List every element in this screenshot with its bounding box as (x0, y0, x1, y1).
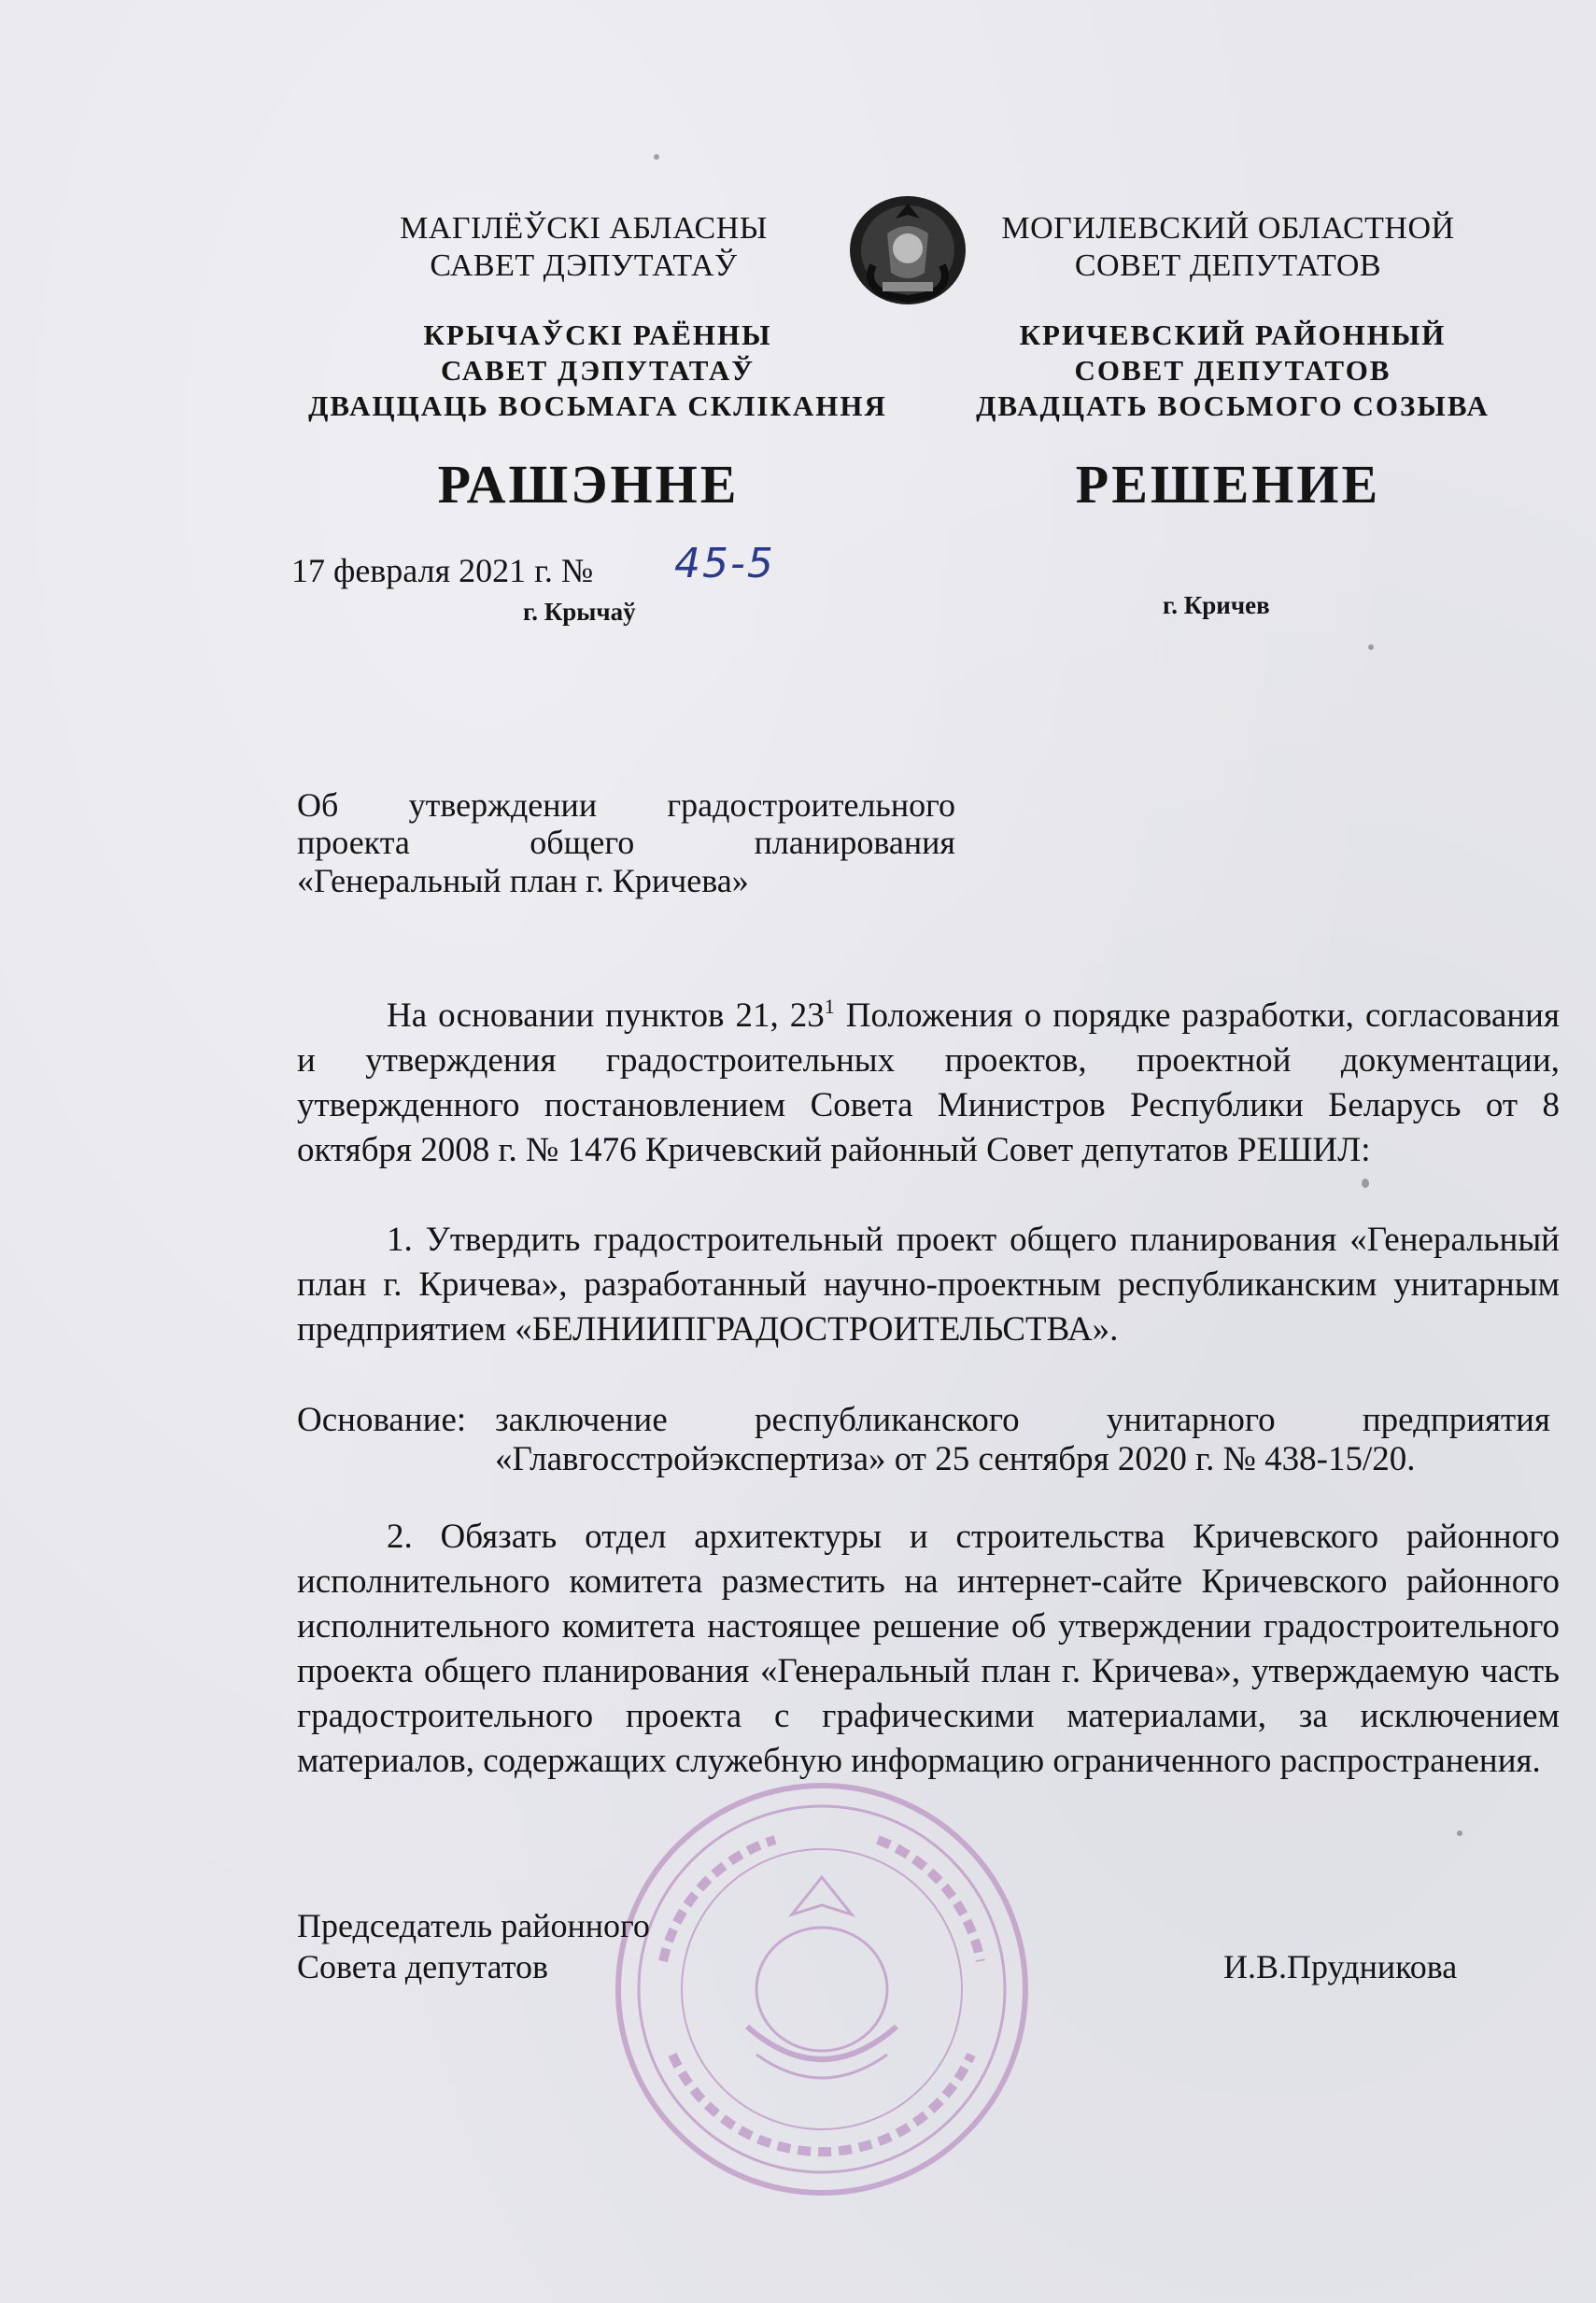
p1-superscript: 1 (824, 995, 835, 1018)
header-right-region-name: МОГИЛЕВСКИЙ ОБЛАСТНОЙ (1001, 211, 1455, 246)
subject-line-2: проекта общего планирования (297, 824, 955, 862)
place-left: г. Крычаў (523, 598, 636, 626)
paper-speck (1457, 1830, 1462, 1836)
place-right: г. Кричев (1163, 591, 1270, 619)
basis-block (297, 1401, 1560, 1522)
doc-type-left: РАШЭННЕ (437, 454, 740, 515)
p2-text: 1. Утвердить градостроительный проект общего планирования «Генеральный план г. Кричева», разработанный научно-проектным республиканским унитарным предприятием «БЕЛНИИПГРАДОСТРОИТЕЛЬСТВА». (297, 1221, 1560, 1349)
subject-line-1: Об утверждении градостроительного (297, 786, 955, 824)
body-paragraph-1 (297, 994, 1560, 1173)
header-left-region-name: МАГІЛЁЎСКІ АБЛАСНЫ (400, 211, 768, 246)
state-emblem-icon (845, 191, 970, 306)
decision-number-handwritten: 45-5 (674, 540, 775, 587)
paper-speck (1368, 644, 1374, 650)
decision-date-line: 17 февраля 2021 г. № (291, 552, 594, 589)
header-left-convocation: ДВАЦЦАЦЬ ВОСЬМАГА СКЛІКАННЯ (308, 389, 887, 422)
header-left-district-block (308, 318, 887, 423)
decision-subject (297, 786, 955, 899)
subject-line-3: «Генеральный план г. Кричева» (297, 861, 749, 899)
header-left-district: КРЫЧАЎСКІ РАЁННЫ (423, 318, 772, 351)
header-right-district: КРИЧЕВСКИЙ РАЙОННЫЙ (1019, 318, 1447, 351)
signature-title-line-1: Председатель районного (297, 1907, 650, 1944)
header-left-region (374, 210, 794, 285)
header-right-district-council: СОВЕТ ДЕПУТАТОВ (1074, 353, 1391, 387)
basis-label: Основание: (297, 1401, 467, 1439)
header-right-convocation: ДВАДЦАТЬ ВОСЬМОГО СОЗЫВА (976, 389, 1490, 422)
signature-name: И.В.Прудникова (1223, 1948, 1458, 1985)
body-paragraph-3 (297, 1515, 1560, 1784)
p3-text: 2. Обязать отдел архитектуры и строительства Кричевского районного исполнительного комитета разместить на интернет-сайте Кричевского районного исполнительного комитета настоящее решение об утверждении градостроительного проекта общего планирования «Генеральный план г. Кричева», утверждаемую часть градостроительного проекта с графическими материалами, за исключением материалов, содержащих служебную информацию ограниченного распространения. (297, 1518, 1560, 1780)
header-left-council: САВЕТ ДЭПУТАТАЎ (430, 248, 738, 284)
header-right-district-block (943, 318, 1522, 423)
header-left-district-council: САВЕТ ДЭПУТАТАЎ (440, 353, 756, 387)
official-seal-stamp (607, 1774, 1037, 2204)
signature-title (297, 1905, 650, 1987)
header-right-region (981, 210, 1476, 285)
paper-speck (1362, 1179, 1369, 1188)
body-paragraph-2 (297, 1218, 1560, 1352)
signature-title-line-2: Совета депутатов (297, 1948, 548, 1985)
paper-speck (654, 154, 659, 160)
header-right-council: СОВЕТ ДЕПУТАТОВ (1074, 248, 1382, 284)
basis-text: заключение республиканского унитарного предприятия «Главгосстройэкспертиза» от 25 сентября 2020 г. № 438-15/20. (495, 1401, 1550, 1478)
doc-type-right: РЕШЕНИЕ (1075, 454, 1381, 515)
p1-text-a: На основании пунктов 21, 23 (387, 996, 825, 1035)
p1-text-b: Положения о порядке разработки, согласования и утверждения градостроительных проектов, проектной документации, утвержденного постановлением Совета Министров Республики Беларусь от 8 октября 2008 г. № 1476 Кричевский районный Совет депутатов РЕШИЛ: (297, 996, 1561, 1169)
